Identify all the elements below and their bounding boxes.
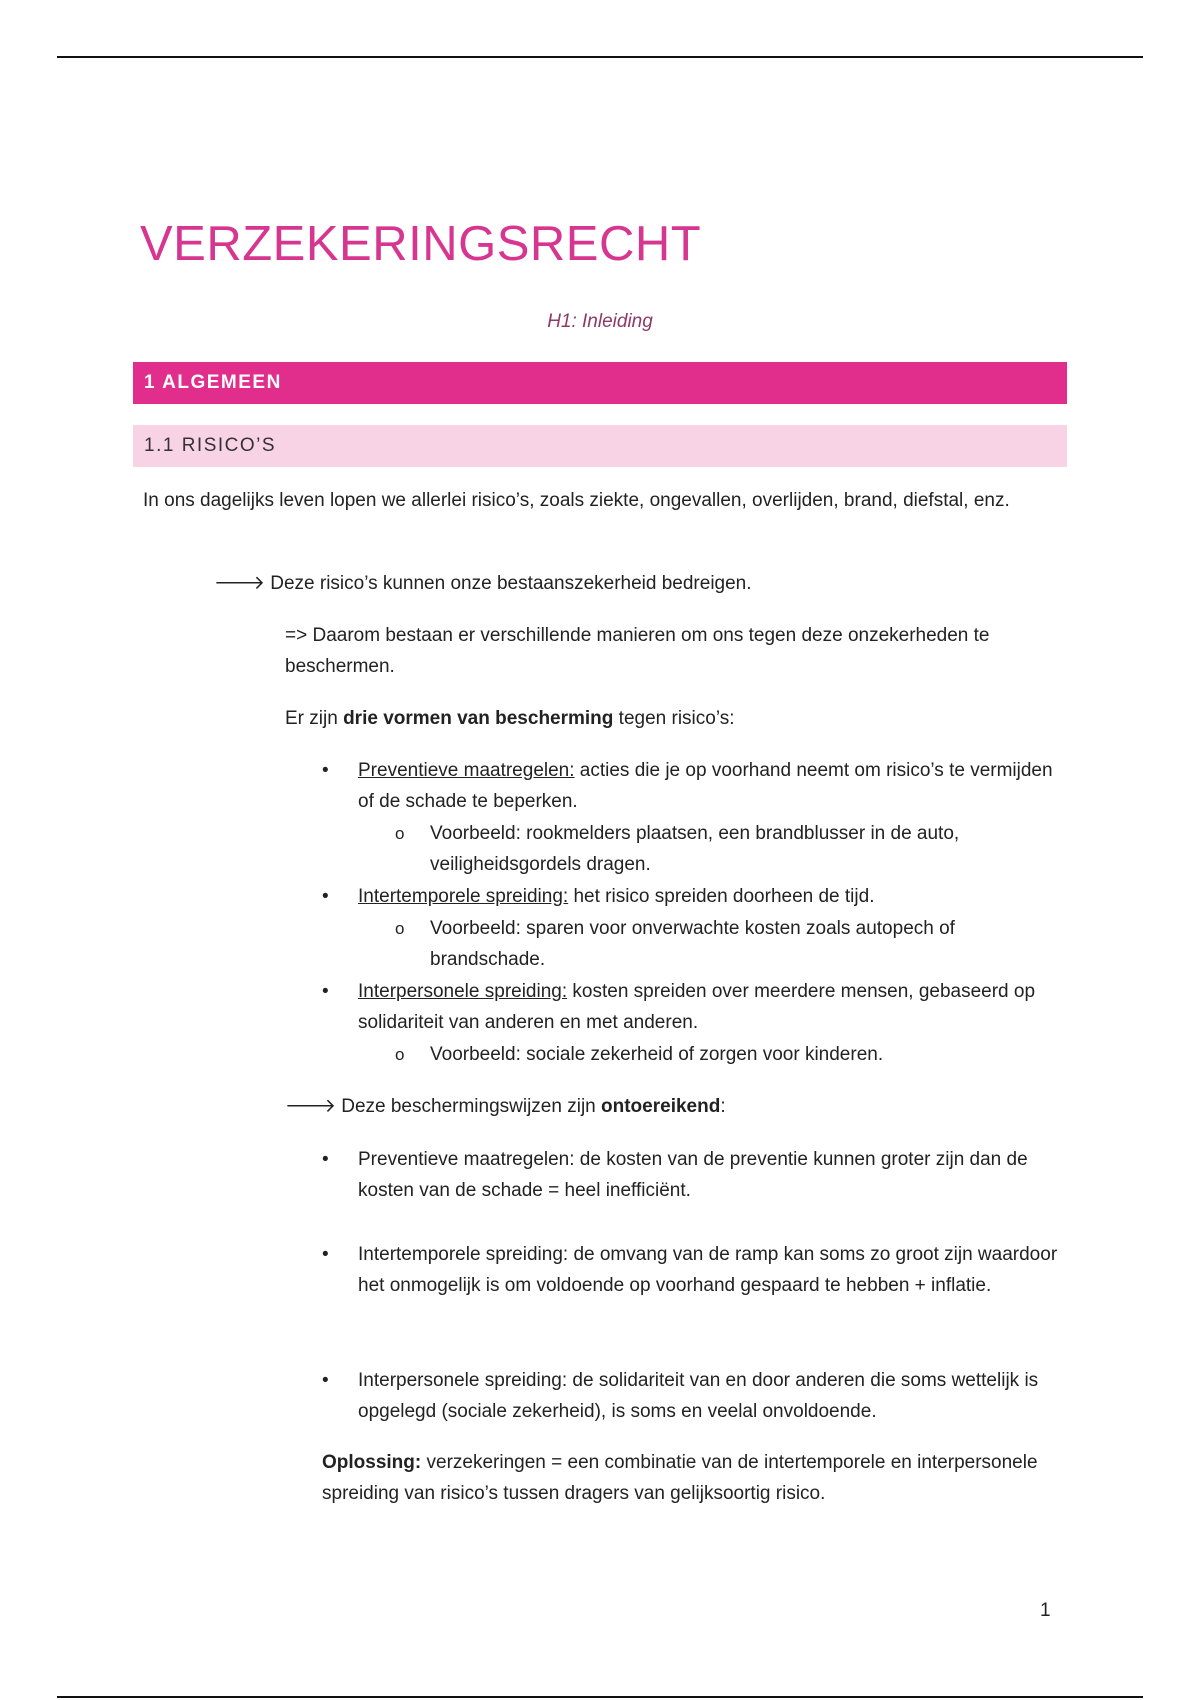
form-term: Interpersonele spreiding: bbox=[358, 981, 568, 1002]
arrow-icon: 🡒 bbox=[214, 573, 265, 594]
form-example: Voorbeeld: rookmelders plaatsen, een brandblusser in de auto, veiligheidsgordels dragen. bbox=[430, 823, 960, 875]
arrow-line-2-post: : bbox=[720, 1096, 726, 1117]
bullet-icon: • bbox=[322, 760, 329, 781]
bullet-icon: • bbox=[322, 1244, 329, 1265]
sub-bullet-icon: o bbox=[395, 1045, 405, 1064]
insufficient-item: Interpersonele spreiding: de solidariteit van en door anderen die soms wettelijk is opgelegd (sociale zekerheid), is soms en veelal onvoldoende. bbox=[358, 1370, 1039, 1422]
arrow-line-2-pre: Deze beschermingswijzen zijn bbox=[341, 1096, 602, 1117]
solution-text: verzekeringen = een combinatie van de intertemporele en interpersonele spreiding van risico’s tussen dragers van gelijksoortig risico. bbox=[322, 1452, 1038, 1504]
bullet-icon: • bbox=[322, 1149, 329, 1170]
intro-paragraph: In ons dagelijks leven lopen we allerlei risico’s, zoals ziekte, ongevallen, overlijden, brand, diefstal, enz. bbox=[143, 490, 1010, 511]
form-item bbox=[358, 755, 1058, 817]
sub-bullet-icon: o bbox=[395, 824, 405, 843]
bottom-rule bbox=[57, 1696, 1143, 1698]
solution-label: Oplossing: bbox=[322, 1452, 422, 1473]
daarom-paragraph: => Daarom bestaan er verschillende manieren om ons tegen deze onzekerheden te beschermen. bbox=[285, 625, 990, 677]
subsection-heading: 1.1 RISICO’S bbox=[133, 425, 1067, 467]
form-item bbox=[358, 976, 1038, 1038]
forms-intro-pre: Er zijn bbox=[285, 708, 344, 729]
document-title: VERZEKERINGSRECHT bbox=[140, 217, 702, 271]
top-rule bbox=[57, 56, 1143, 58]
insufficient-item: Intertemporele spreiding: de omvang van de ramp kan soms zo groot zijn waardoor het onmogelijk is om voldoende op voorhand gespaard te hebben + inflatie. bbox=[358, 1244, 1058, 1296]
form-text: kosten spreiden over meerdere mensen, gebaseerd op solidariteit van anderen en met anderen. bbox=[358, 981, 1036, 1033]
bullet-icon: • bbox=[322, 886, 329, 907]
arrow-line-1-text: Deze risico’s kunnen onze bestaanszekerheid bedreigen. bbox=[270, 573, 752, 594]
bullet-icon: • bbox=[322, 1370, 329, 1391]
arrow-line-2 bbox=[285, 1091, 1065, 1122]
form-example: Voorbeeld: sparen voor onverwachte kosten zoals autopech of brandschade. bbox=[430, 918, 955, 970]
arrow-line-2-bold: ontoereikend bbox=[601, 1096, 721, 1117]
sub-bullet-icon: o bbox=[395, 919, 405, 938]
form-text: het risico spreiden doorheen de tijd. bbox=[568, 886, 875, 907]
form-term: Preventieve maatregelen: bbox=[358, 760, 575, 781]
document-subtitle: H1: Inleiding bbox=[547, 311, 653, 332]
solution-paragraph bbox=[322, 1447, 1062, 1509]
forms-intro bbox=[285, 703, 1065, 734]
form-item bbox=[358, 881, 1058, 912]
form-term: Intertemporele spreiding: bbox=[358, 886, 569, 907]
forms-intro-bold: drie vormen van bescherming bbox=[343, 708, 614, 729]
arrow-line-1 bbox=[214, 568, 1074, 599]
form-example: Voorbeeld: sociale zekerheid of zorgen voor kinderen. bbox=[430, 1044, 884, 1065]
forms-intro-post: tegen risico’s: bbox=[613, 708, 735, 729]
form-text: acties die je op voorhand neemt om risico’s te vermijden of de schade te beperken. bbox=[358, 760, 1053, 812]
section-heading: 1 ALGEMEEN bbox=[133, 362, 1067, 404]
bullet-icon: • bbox=[322, 981, 329, 1002]
arrow-icon: 🡒 bbox=[285, 1096, 336, 1117]
insufficient-item: Preventieve maatregelen: de kosten van de preventie kunnen groter zijn dan de kosten van de schade = heel inefficiënt. bbox=[358, 1149, 1028, 1201]
page-number: 1 bbox=[1040, 1600, 1051, 1621]
